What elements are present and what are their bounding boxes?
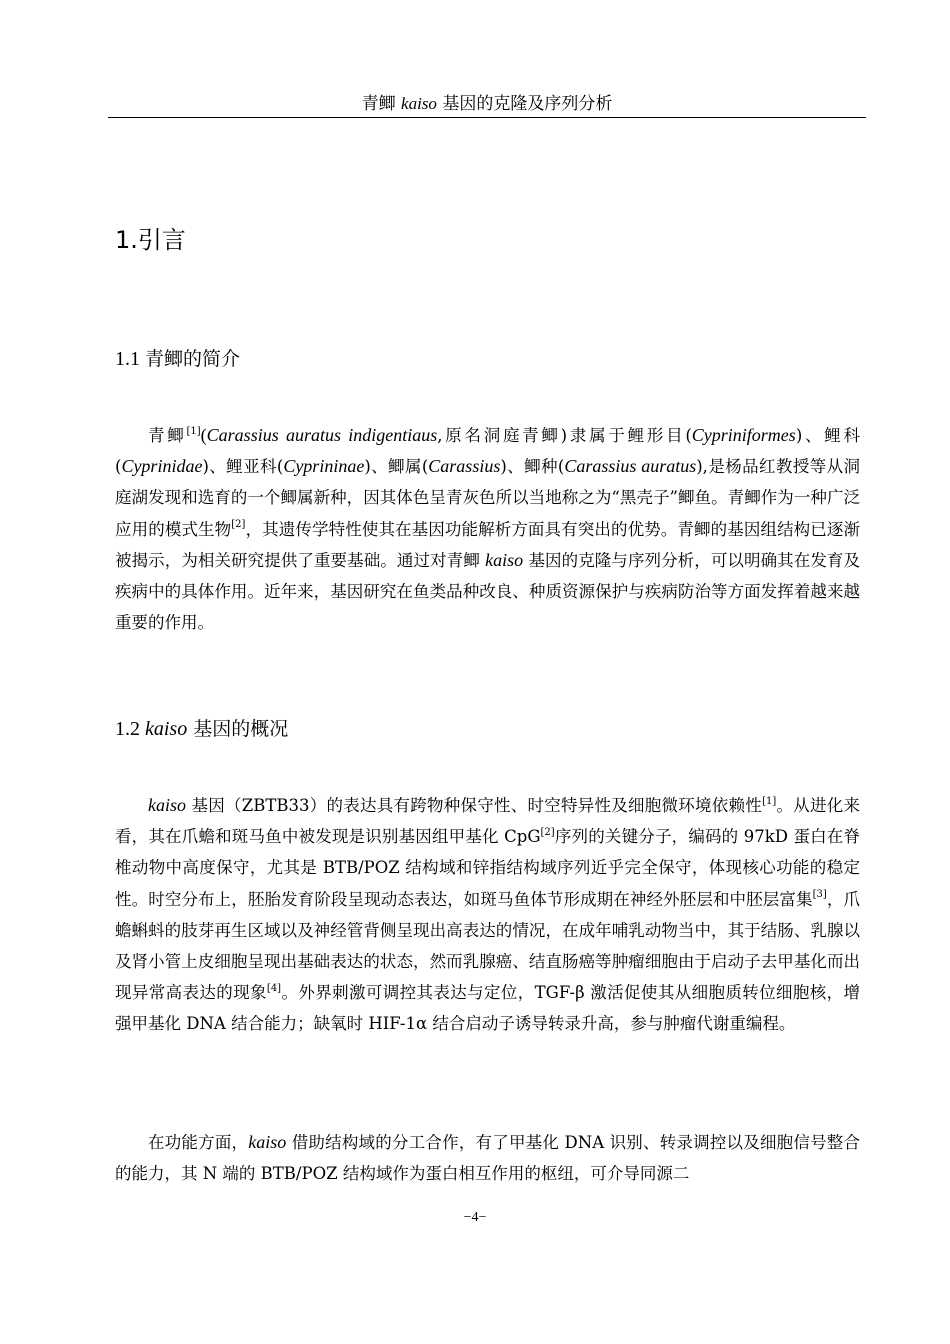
- citation-ref: [4]: [266, 982, 282, 994]
- paragraph-kaiso-function: 在功能方面，kaiso 借助结构域的分工合作，有了甲基化 DNA 识别、转录调控以及细胞信号整合的能力，其 N 端的 BTB/POZ 结构域作为蛋白相互作用的枢纽，可介导同源二: [115, 1132, 860, 1184]
- citation-ref: [2]: [540, 826, 555, 838]
- citation-ref: [1]: [186, 425, 201, 437]
- citation-ref: [2]: [231, 519, 246, 531]
- subsection-heading-1-1: 1.1 青鲫的简介: [115, 348, 241, 370]
- section-heading-introduction: 1.引言: [115, 226, 186, 254]
- subsection-heading-1-2: 1.2 kaiso 基因的概况: [115, 718, 289, 740]
- header-rule: [108, 117, 866, 118]
- running-header: 青鲫 kaiso 基因的克隆及序列分析: [361, 94, 613, 114]
- paragraph-intro-qingji: 青鲫[1](Carassius auratus indigentiaus,原名洞庭青鲫)隶属于鲤形目(Cypriniformes)、鲤科(Cyprinidae)、鲤亚科(Cyprininae)、鲫属(Carassius)、鲫种(Carassius auratus),是杨品红教授等从洞庭湖发现和选育的一个鲫属新种，因其体色呈青灰色所以当地称之为“黑壳子”鲫鱼。青鲫作为一种广泛应用的模式生物[2]，其遗传学特性使其在基因功能解析方面具有突出的优势。青鲫的基因组结构已逐渐被揭示，为相关研究提供了重要基础。通过对青鲫 kaiso 基因的克隆与序列分析，可以明确其在发育及疾病中的具体作用。近年来，基因研究在鱼类品种改良、种质资源保护与疾病防治等方面发挥着越来越重要的作用。: [115, 425, 861, 633]
- citation-ref: [3]: [812, 889, 827, 901]
- paragraph-kaiso-overview: kaiso 基因（ZBTB33）的表达具有跨物种保守性、时空特异性及细胞微环境依赖性[1]。从进化来看，其在爪蟾和斑马鱼中被发现是识别基因组甲基化 CpG[2]序列的关键分子，编码的 97kD 蛋白在脊椎动物中高度保守，尤其是 BTB/POZ 结构域和锌指结构域序列近乎完全保守，体现核心功能的稳定性。时空分布上，胚胎发育阶段呈现动态表达，如斑马鱼体节形成期在神经外胚层和中胚层富集[3]，爪蟾蝌蚪的肢芽再生区域以及神经管背侧呈现出高表达的情况，在成年哺乳动物当中，其于结肠、乳腺以及肾小管上皮细胞呈现出基础表达的状态，然而乳腺癌、结直肠癌等肿瘤细胞由于启动子去甲基化而出现异常高表达的现象[4]。外界刺激可调控其表达与定位，TGF-β 激活促使其从细胞质转位细胞核，增强甲基化 DNA 结合能力；缺氧时 HIF-1α 结合启动子诱导转录升高，参与肿瘤代谢重编程。: [115, 795, 861, 1034]
- citation-ref: [1]: [762, 795, 777, 807]
- page-number: −4−: [463, 1210, 487, 1225]
